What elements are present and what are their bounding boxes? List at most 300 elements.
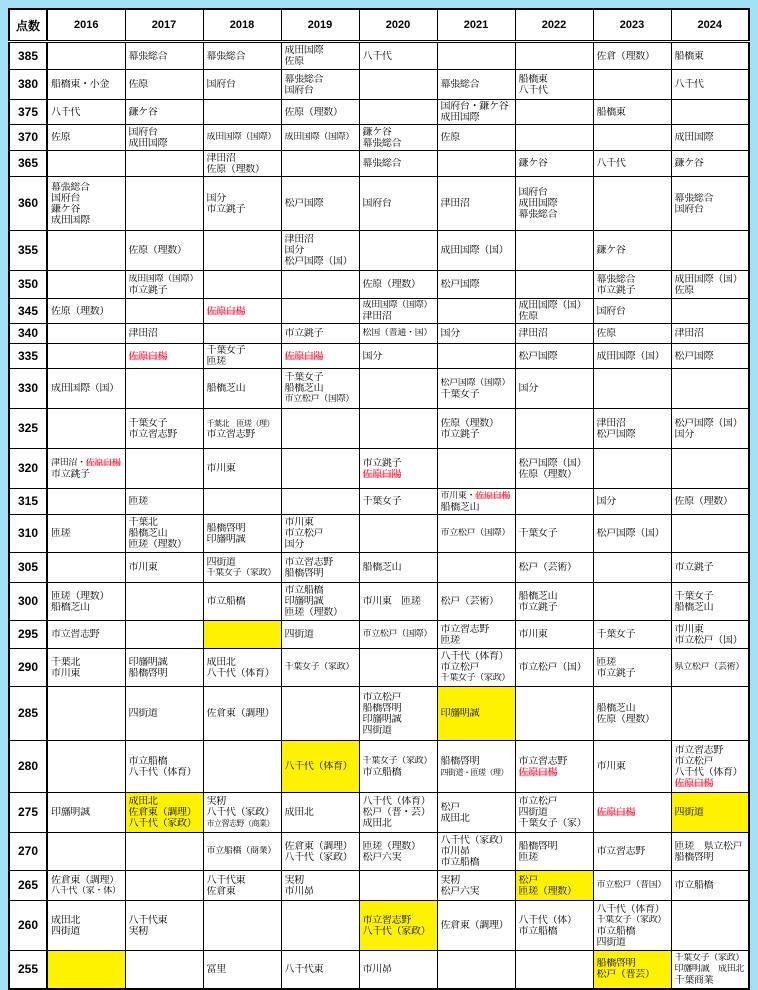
school-entry: 松戸国際（国）	[518, 457, 587, 469]
school-cell	[281, 369, 359, 409]
school-entry: 市立船橋	[128, 755, 168, 767]
school-entry: 八千代（家政）	[362, 925, 431, 937]
table-row	[9, 125, 749, 151]
school-cell	[593, 369, 671, 409]
school-cell	[47, 515, 125, 553]
school-cell	[281, 833, 359, 871]
school-entry: 国府台・鎌ケ谷	[440, 101, 509, 112]
school-cell	[437, 231, 515, 271]
score-cell: 375	[9, 100, 47, 125]
school-entry: 船橋啓明	[128, 667, 168, 679]
school-cell	[593, 553, 671, 583]
school-entry: 船橋東	[674, 50, 704, 62]
school-cell	[593, 649, 671, 687]
school-entry: 国分	[674, 428, 694, 440]
school-entry: 実籾	[284, 874, 304, 886]
school-entry: 成田国際（国）	[596, 350, 665, 362]
school-cell	[437, 583, 515, 621]
score-cell: 385	[9, 42, 47, 70]
school-entry: 成田国際（国）	[674, 273, 743, 285]
school-cell	[203, 871, 281, 901]
school-entry: 市立銚子	[596, 284, 636, 296]
school-entry: 八千代（体育）	[674, 766, 743, 778]
school-entry: 八千代	[51, 106, 81, 118]
school-cell	[359, 125, 437, 151]
school-entry: 八千代	[518, 84, 548, 96]
school-cell	[47, 833, 125, 871]
school-entry: 四街道	[518, 807, 548, 818]
school-cell	[593, 793, 671, 833]
table-row	[9, 741, 749, 793]
score-cell: 285	[9, 687, 47, 741]
school-name: 市川東・	[440, 490, 476, 501]
school-entry: 松戸六実	[362, 851, 402, 863]
school-entry: 市立習志野（商業）	[206, 819, 274, 828]
school-entry: 千葉女子（家政）	[206, 567, 277, 578]
school-cell	[515, 621, 593, 649]
school-cell	[359, 793, 437, 833]
school-entry: 市川東	[518, 629, 548, 640]
school-entry: 松戸国際	[284, 198, 324, 209]
school-cell	[593, 833, 671, 871]
school-entry: 船橋東	[596, 106, 626, 118]
score-cell: 340	[9, 324, 47, 344]
school-entry: 松戸（芸術）	[440, 596, 499, 607]
school-entry: 成田国際（国際）	[284, 132, 355, 142]
school-cell	[671, 687, 749, 741]
table-row	[9, 299, 749, 324]
school-entry: 千葉女子	[206, 345, 246, 356]
school-entry: 市川東 匝瑳	[362, 596, 421, 607]
marked-school-name: 佐原白陽	[284, 350, 324, 362]
school-cell	[437, 409, 515, 449]
school-entry: 八千代	[596, 158, 626, 169]
school-entry: 国分	[362, 350, 382, 362]
school-entry: 幕張総合	[440, 79, 480, 90]
school-entry: 国府台	[674, 203, 704, 215]
school-cell	[281, 871, 359, 901]
table-row	[9, 344, 749, 369]
school-entry: 県立松戸（芸術）	[674, 662, 745, 672]
school-cell	[281, 901, 359, 951]
school-cell	[359, 231, 437, 271]
school-entry: 印旛明誠	[206, 533, 246, 545]
school-entry: 匝瑳	[206, 356, 226, 367]
school-entry: 市立松戸（国）	[674, 634, 743, 646]
school-cell	[359, 70, 437, 100]
school-entry: 八千代東	[128, 914, 168, 926]
school-entry: 市立松戸	[440, 662, 480, 673]
school-cell	[47, 271, 125, 299]
school-entry: 実籾	[440, 874, 460, 886]
score-cell: 300	[9, 583, 47, 621]
table-row	[9, 515, 749, 553]
school-entry	[363, 469, 435, 480]
school-cell	[47, 621, 125, 649]
school-cell	[47, 125, 125, 151]
school-cell	[437, 100, 515, 125]
school-cell	[437, 299, 515, 324]
school-cell	[515, 449, 593, 489]
school-entry: 四街道・匝瑳（理）	[440, 767, 508, 777]
school-cell	[437, 489, 515, 515]
school-cell	[437, 687, 515, 741]
school-cell	[437, 344, 515, 369]
school-entry: 国府台	[206, 79, 236, 90]
score-cell: 335	[9, 344, 47, 369]
school-entry: 松戸国際	[674, 350, 714, 362]
school-cell	[359, 583, 437, 621]
school-cell	[47, 951, 125, 989]
school-cell	[359, 833, 437, 871]
school-cell	[359, 177, 437, 231]
school-cell	[359, 621, 437, 649]
score-cell: 315	[9, 489, 47, 515]
school-entry: 松戸国際（国）	[674, 417, 743, 429]
school-cell	[281, 449, 359, 489]
table-row	[9, 70, 749, 100]
school-cell	[47, 649, 125, 687]
school-cell	[671, 369, 749, 409]
school-entry: 市立船橋	[518, 925, 558, 937]
school-cell	[671, 741, 749, 793]
school-entry: 幕張総合	[518, 209, 558, 220]
school-entry: 八千代	[674, 79, 704, 90]
school-entry: 鎌ケ谷	[518, 158, 548, 169]
score-cell: 355	[9, 231, 47, 271]
school-cell	[281, 177, 359, 231]
score-cell: 310	[9, 515, 47, 553]
school-cell	[593, 621, 671, 649]
score-cell: 330	[9, 369, 47, 409]
school-cell	[125, 344, 203, 369]
school-entry: 佐原（理数）	[128, 245, 187, 256]
school-entry: 松戸国際（国）	[596, 528, 665, 539]
school-cell	[593, 687, 671, 741]
school-entry: 佐倉東（調理）	[128, 807, 197, 818]
school-cell	[359, 449, 437, 489]
school-entry: 成田北	[440, 812, 470, 824]
school-cell	[437, 369, 515, 409]
school-entry: 千葉女子（家政）	[440, 673, 511, 683]
school-cell	[671, 793, 749, 833]
school-cell	[203, 449, 281, 489]
school-entry: 印旛明誠	[128, 656, 168, 668]
school-entry: 松戸国際	[440, 279, 480, 290]
school-entry: 国府台	[284, 84, 314, 96]
school-entry: 幕張総合	[362, 158, 402, 169]
school-cell	[47, 100, 125, 125]
school-entry: 千葉北	[128, 517, 158, 528]
school-cell	[281, 687, 359, 741]
school-cell	[515, 833, 593, 871]
marked-school-name: 佐原白陽	[362, 468, 402, 480]
school-cell	[281, 344, 359, 369]
school-entry: 印旛明誠	[51, 807, 90, 818]
school-entry: 市川東	[51, 667, 81, 679]
school-entry: 成田北	[51, 914, 81, 926]
school-cell	[593, 100, 671, 125]
score-cell: 360	[9, 177, 47, 231]
table-row	[9, 649, 749, 687]
school-cell	[359, 344, 437, 369]
school-cell	[437, 177, 515, 231]
school-entry: 市川東	[284, 517, 314, 528]
school-cell	[593, 125, 671, 151]
school-entry: 成田国際（国）	[440, 245, 509, 256]
school-entry	[51, 458, 123, 469]
school-cell	[359, 871, 437, 901]
school-entry: 佐原	[674, 284, 694, 296]
school-cell	[47, 70, 125, 100]
school-entry: 千葉女子	[518, 528, 558, 539]
school-entry: 市立習志野	[284, 556, 333, 568]
school-entry: 鎌ケ谷	[362, 126, 392, 138]
school-entry: 松戸国際（国）	[284, 256, 353, 267]
school-entry: 成田国際	[51, 214, 90, 226]
school-entry: 松戸国際	[596, 428, 636, 440]
score-cell: 320	[9, 449, 47, 489]
school-entry: 印旛明誠	[362, 713, 402, 725]
school-cell	[47, 901, 125, 951]
school-cell	[671, 409, 749, 449]
school-cell	[515, 409, 593, 449]
school-cell	[203, 741, 281, 793]
school-cell	[281, 70, 359, 100]
school-entry: 市川東	[596, 761, 626, 772]
school-entry: 市立習志野	[362, 914, 411, 926]
school-entry: 市立銚子	[596, 667, 636, 679]
school-cell	[671, 344, 749, 369]
school-cell	[281, 951, 359, 989]
school-cell	[359, 489, 437, 515]
school-entry: 市立習志野	[206, 428, 255, 440]
school-entry: 市立習志野	[518, 755, 567, 767]
score-cell: 345	[9, 299, 47, 324]
school-cell	[47, 553, 125, 583]
school-entry: 匝瑳（理数）	[51, 590, 110, 602]
school-entry: 船橋啓明	[362, 702, 402, 714]
school-cell	[515, 793, 593, 833]
school-entry: 市立銚子	[51, 468, 90, 480]
score-cell: 305	[9, 553, 47, 583]
score-cell: 260	[9, 901, 47, 951]
school-cell	[47, 489, 125, 515]
school-cell	[437, 515, 515, 553]
score-cell: 255	[9, 951, 47, 989]
school-entry: 四街道	[674, 807, 704, 818]
school-cell	[203, 369, 281, 409]
school-cell	[671, 901, 749, 951]
school-entry: 松戸	[440, 801, 460, 813]
school-cell	[359, 324, 437, 344]
school-cell	[437, 553, 515, 583]
school-cell	[203, 70, 281, 100]
school-entry: 千葉女子	[128, 417, 168, 429]
school-cell	[671, 649, 749, 687]
school-entry: 成田北	[362, 818, 392, 829]
school-entry: 松戸（普芸）	[596, 969, 655, 981]
table-row	[9, 621, 749, 649]
school-cell	[203, 951, 281, 989]
year-column-header: 2020	[359, 9, 437, 42]
school-cell	[359, 271, 437, 299]
school-cell	[359, 409, 437, 449]
school-entry: 国分	[284, 245, 304, 256]
school-cell	[203, 299, 281, 324]
school-cell	[125, 583, 203, 621]
school-entry: 船橋啓明	[440, 755, 480, 767]
school-entry: 市立松戸（国際）	[284, 394, 355, 404]
school-entry: 千葉女子（家政）	[674, 952, 745, 963]
school-entry: 千葉女子（家政）	[284, 662, 355, 672]
school-entry: 津田沼	[674, 328, 704, 339]
year-column-header: 2017	[125, 9, 203, 42]
school-entry: 四街道	[362, 724, 392, 736]
school-entry: 佐原	[284, 56, 304, 67]
school-cell	[281, 231, 359, 271]
school-entry: 市立習志野	[674, 744, 723, 756]
school-cell	[515, 125, 593, 151]
school-entry: 船橋芝山	[440, 501, 480, 513]
school-cell	[359, 553, 437, 583]
table-row	[9, 369, 749, 409]
school-entry: 成田国際（国際）	[362, 300, 433, 310]
school-entry: 佐原	[51, 132, 71, 143]
school-cell	[593, 271, 671, 299]
school-entry: 松戸（普・芸）	[362, 807, 431, 818]
school-entry: 佐原（理数）	[206, 163, 265, 175]
school-entry: 佐倉東（調理）	[284, 840, 353, 852]
school-entry: 市立松戸	[284, 528, 324, 539]
school-cell	[125, 125, 203, 151]
school-cell	[671, 42, 749, 70]
school-entry: 船橋東	[518, 73, 548, 85]
school-cell	[281, 553, 359, 583]
school-entry: 八千代東	[284, 963, 324, 975]
school-entry: 佐原（理数）	[440, 417, 499, 429]
school-entry: 津田沼	[596, 417, 626, 429]
table-row	[9, 100, 749, 125]
school-cell	[47, 871, 125, 901]
school-cell	[125, 515, 203, 553]
school-entry: 匝瑳（理数）	[518, 885, 577, 897]
school-entry: 船橋東・小金	[51, 79, 110, 90]
school-entry: 幕張総合	[674, 192, 714, 204]
school-entry: 佐原（理数）	[51, 305, 110, 317]
school-entry: 匝瑳	[596, 656, 616, 668]
school-cell	[515, 951, 593, 989]
school-cell	[515, 100, 593, 125]
school-entry: 市立船橋	[206, 596, 246, 607]
school-entry: 実籾	[206, 796, 226, 807]
table-row	[9, 489, 749, 515]
school-entry: 千葉北	[51, 656, 81, 668]
school-cell	[671, 553, 749, 583]
school-entry: 市立松戸（普国）	[596, 880, 667, 890]
school-entry: 船橋芝山	[518, 590, 558, 602]
score-cell: 295	[9, 621, 47, 649]
school-cell	[593, 449, 671, 489]
school-entry: 津田沼	[128, 328, 158, 339]
table-header	[9, 9, 749, 42]
school-entry: 市川東	[128, 562, 158, 573]
score-cell: 280	[9, 741, 47, 793]
school-entry: 佐原（理数）	[362, 279, 421, 290]
school-entry: 四街道	[596, 936, 626, 948]
school-cell	[515, 687, 593, 741]
school-entry: 印旛明誠	[284, 596, 324, 607]
school-cell	[593, 177, 671, 231]
school-entry: 匝瑳（理数）	[362, 840, 421, 852]
school-cell	[515, 583, 593, 621]
school-cell	[125, 299, 203, 324]
school-entry: 八千代（体育）	[362, 796, 431, 807]
school-cell	[47, 449, 125, 489]
school-entry: 松国（普通・国）	[362, 328, 433, 338]
school-cell	[125, 901, 203, 951]
school-entry: 市立銚子	[362, 457, 402, 469]
school-cell	[203, 833, 281, 871]
school-entry	[675, 778, 747, 789]
school-entry	[207, 306, 279, 317]
school-entry: 八千代（家・体）	[51, 885, 121, 896]
table-row	[9, 449, 749, 489]
school-cell	[125, 151, 203, 177]
school-cell	[515, 324, 593, 344]
school-entry: 市立松戸	[674, 755, 714, 767]
marked-school-name: 佐原白楊	[518, 766, 558, 778]
school-cell	[515, 299, 593, 324]
school-entry: 国府台	[128, 126, 158, 138]
school-cell	[125, 42, 203, 70]
school-cell	[671, 151, 749, 177]
year-column-header: 2024	[671, 9, 749, 42]
school-entry: 成田国際	[440, 112, 480, 123]
school-cell	[47, 369, 125, 409]
table-row	[9, 553, 749, 583]
school-cell	[593, 151, 671, 177]
school-entry: 佐原	[440, 132, 460, 143]
school-cell	[437, 125, 515, 151]
school-cell	[281, 151, 359, 177]
school-cell	[671, 324, 749, 344]
school-entry: 市立銚子	[206, 203, 246, 215]
school-cell	[203, 515, 281, 553]
school-cell	[515, 151, 593, 177]
school-entry: 市立銚子	[284, 328, 324, 339]
school-cell	[515, 515, 593, 553]
school-cell	[359, 741, 437, 793]
school-cell	[125, 793, 203, 833]
school-cell	[203, 583, 281, 621]
score-cell: 365	[9, 151, 47, 177]
school-entry: 千葉商業	[674, 974, 714, 986]
school-cell	[125, 409, 203, 449]
school-cell	[203, 344, 281, 369]
school-cell	[125, 687, 203, 741]
school-entry: 津田沼	[440, 198, 470, 209]
school-cell	[203, 125, 281, 151]
school-cell	[203, 621, 281, 649]
school-cell	[671, 271, 749, 299]
school-entry: 佐原（理数）	[596, 713, 655, 725]
school-cell	[515, 369, 593, 409]
school-cell	[281, 649, 359, 687]
score-cell: 380	[9, 70, 47, 100]
score-cell: 265	[9, 871, 47, 901]
school-entry: 津田沼	[206, 152, 236, 164]
